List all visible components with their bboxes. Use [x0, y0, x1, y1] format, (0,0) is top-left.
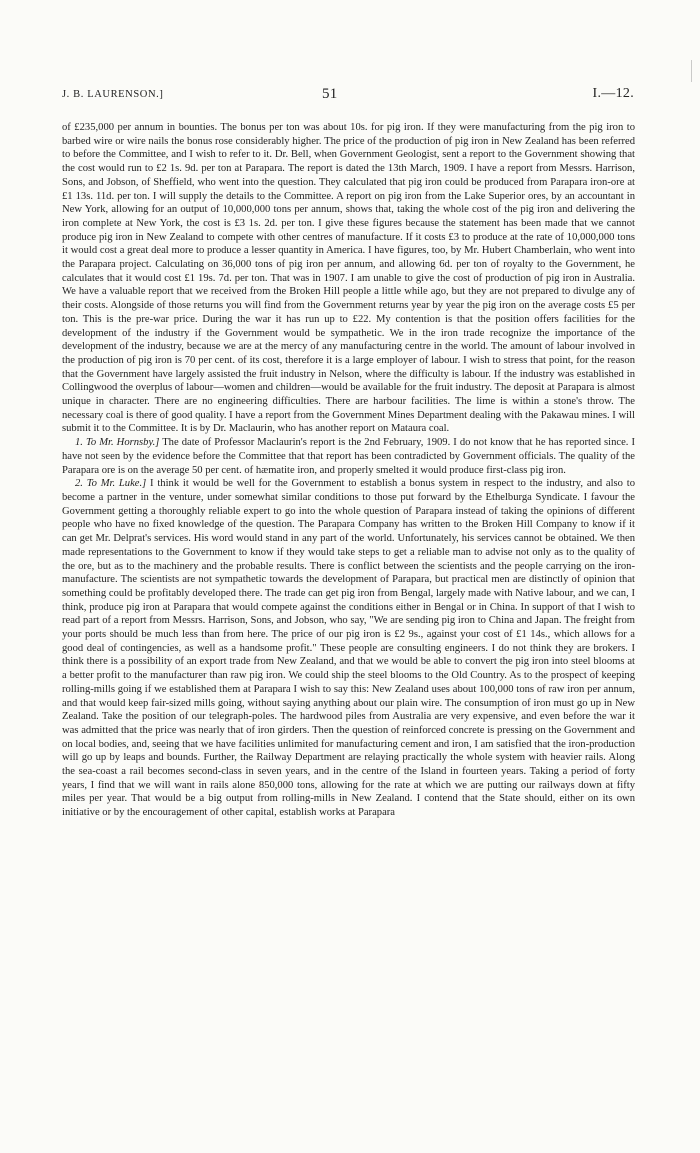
question-reference: 1. To Mr. Hornsby.]	[75, 437, 160, 449]
paragraph-text: The date of Professor Maclaurin's report is the 2nd February, 1909. I do not know that he has reported since. I have not seen by the evidence before the Committee that that report has been contradicted by Government officials. The quality of the Parapara ore is on the average 50 per cent. of hæmatite iron, and properly smelted it would produce first-class pig iron.	[62, 437, 636, 476]
paper-reference: I.—12.	[592, 86, 634, 101]
page-edge-mark	[691, 60, 698, 82]
paragraph	[62, 477, 635, 820]
witness-name: J. B. LAURENSON.]	[62, 89, 164, 100]
paragraph	[62, 436, 635, 477]
paragraph-text: of £235,000 per annum in bounties. The bonus per ton was about 10s. for pig iron. If they were manufacturing from the pig iron to barbed wire or wire nails the bonus rose considerably higher. The price of the production of pig iron in New Zealand has been referred to before the Committee, and I wish to refer to it. Dr. Bell, when Government Geologist, sent a report to the Government showing that the cost would run to £2 1s. 9d. per ton at Parapara. The report is dated the 13th March, 1909. I have a report from Messrs. Harrison, Sons, and Jobson, of Sheffield, who went into the question. They calculated that pig iron could be produced from Parapara iron-ore at £1 13s. 11d. per ton. I will supply the details to the Committee. A report on pig iron from the Lake Superior ores, by an accountant in New York, allowing for an output of 10,000,000 tons per annum, shows that, taking the whole cost of the pig iron and delivering the iron complete at New York, the cost is £3 1s. 2d. per ton. I give these figures because the statement has been made that we cannot produce pig iron in New Zealand to compete with other centres of manufacture. If it costs £3 to produce at the rate of 10,000,000 tons it would cost a great deal more to produce a lesser quantity in America. I have figures, too, by Mr. Hubert Chamberlain, who went into the Parapara project. Calculating on 36,000 tons of pig iron per annum, and allowing 6d. per ton of royalty to the Government, he calculates that it would cost £1 19s. 7d. per ton. That was in 1907. I am unable to give the cost of production of pig iron in Australia. We have a valuable report that we received from the Broken Hill people a little while ago, but they are not prepared to divulge any of their costs. Alongside of those returns you will find from the Government returns year by year the pig iron on the average costs £5 per ton. This is the pre-war price. During the war it has run up to £22. My contention is that the position offers facilities for the development of the industry if the Government would be sympathetic. We in the iron trade recognize the importance of the development of the industry, because we are at the mercy of any manufacturing centre in the world. The amount of labour involved in the production of pig iron is 70 per cent. of its cost, therefore it is a large employer of labour. I wish to stress that point, for the reason that the Government have largely assisted the fruit industry in Nelson, where the difficulty is labour. If the industry was established in Collingwood the overplus of labour—women and children—would be available for the fruit industry. The deposit at Parapara is almost unique in character. There are no engineering difficulties. There are harbour facilities. The lime is within a stone's throw. The necessary coal is there of good quality. I have a report from the Government Mines Department dealing with the Pakawau mines. I will submit it to the Committee. It is by Dr. Maclaurin, who has another report on Mataura coal.	[62, 122, 635, 435]
paragraph-text: I think it would be well for the Government to establish a bonus system in respect to the industry, and also to become a partner in the venture, under somewhat similar conditions to those put forward by the Ethelburga Syndicate. I favour the Government getting a thoroughly reliable expert to go into the whole question of Parapara instead of taking the opinions of different people who have no fixed knowledge of the question. The Parapara Company has written to the Broken Hill Company to know if it can get Mr. Delprat's services. His word would stand in any part of the world. Unfortunately, his services cannot be obtained. We then made representations to the Government to know if they would take steps to get a reliable man to advise not only as to the quality of the ore, but as to the machinery and the probable results. There is conflict between the scientists and the people carrying on the iron-manufacture. The scientists are not sympathetic towards the development of Parapara, but practical men are distinctly of opinion that something could be profitably developed there. The trade can get pig iron from Bengal, largely made with Native labour, and we can, I think, produce pig iron at Parapara that would compete against the conditions either in Bengal or in China. In support of that I wish to read part of a report from Messrs. Harrison, Sons, and Jobson, who say, "We are sending pig iron to China and Japan. The freight from your ports should be much less than from here. The price of our pig iron is £2 9s., against your cost of £1 14s., which allows for a good deal of contingencies, as well as a handsome profit." These people are consulting engineers. I do not think they are brokers. I think there is a possibility of an export trade from New Zealand, and that we would be able to convert the pig iron into steel blooms at a better profit to the manufacturer than raw pig iron. We could ship the steel blooms to the Old Country. As to the prospect of keeping rolling-mills going if we established them at Parapara I wish to say this: New Zealand uses about 100,000 tons of raw iron per annum, and that would keep fair-sized mills going, without saying anything about our plain wire. The consumption of iron must go up in New Zealand. Take the position of our telegraph-poles. The hardwood piles from Australia are very expensive, and even before the war it was admitted that the price was nearly that of iron girders. Then the question of reinforced concrete is pressing on the Government and on local bodies, and, seeing that we have facilities unlimited for manufacturing cement and iron, I am satisfied that the iron-production will go up by leaps and bounds. Further, the Railway Department are relaying practically the whole system with heavier rails. Along the sea-coast a rail becomes second-class in seven years, and in the centre of the Island in fourteen years. Taking a period of forty years, I find that we will want in rails alone 850,000 tons, allowing for the rate at which we are putting our railways down at fifty miles per year. That would be a big output from rolling-mills in New Zealand. I contend that the State should, either on its own initiative or by the encouragement of other capital, establish works at Parapara	[62, 478, 635, 819]
page-number: 51	[322, 86, 338, 102]
paragraph	[62, 121, 635, 436]
question-reference: 2. To Mr. Luke.]	[75, 478, 147, 490]
running-header	[62, 86, 634, 106]
document-body	[62, 121, 635, 820]
